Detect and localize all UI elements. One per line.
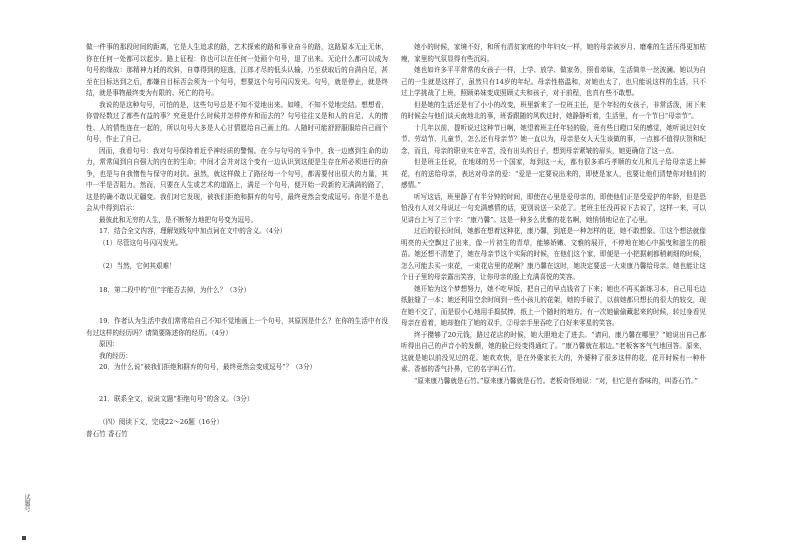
story-paragraph-8: 她开始为这个梦想努力，她不吃早饭，把自己的早点钱省了下来；她也不再买新练习本，自己用毛边纸脏缝了一本；她还利用空余时间到一些小孩儿的花架，她的手破了，以前她都只想长的很大的较交，现在她不交了，而是很小心地用手捣拭捧，纸上一个随时的地方。有一次她偷偷藏起来的时候，转过身看见母亲在看着，她却抱住了她的双手，②母亲手里吞吃了白好来零星的笑容。 — [401, 284, 706, 327]
story-paragraph-10: “原来康乃馨就是石竹。”原来康乃馨就是石竹。老板奇怪地说：“对，但它是有香味的，叫香石竹。” — [414, 376, 698, 385]
question-20: 20．为什么说“被我们拒绝和摒弃的句号，最终竟然会变成逗号”？（3分） — [99, 363, 317, 371]
answer-space — [86, 273, 388, 285]
right-column — [401, 42, 706, 387]
question-18: 18．第二段中的“但”字能否去掉，为什么？（3分） — [99, 285, 251, 294]
story-paragraph-7: 过后的很长时间，她都在想着这种花，康乃馨，到底是一种怎样的花，她不敢想象。①这个想法就像明亮的天空飘过了出来，像一片初生的青草，能够娇嫩、文雅的展开，不停地在她心中摇曳和滋生的根苗。她还想不清楚了，她在母亲节这个实际的时候，在他们这个家，即便是一小把据刺都稍刺细的时候，怎么可能去买一束花，一束花店里的花啊？康乃馨在这时，她决定要送一大束康乃馨给母亲。她也能让这个日子里的母亲露出笑容，让你母亲的脸上充满喜悦的笑容。 — [401, 227, 706, 281]
question-19-reason: 原因： — [99, 340, 119, 348]
question-21: 21．联系全文，说说文题“拒绝句号”的含义。（3分） — [99, 394, 254, 403]
question-17-1: （1）尽管这句号闪闪发光。 — [99, 238, 183, 247]
reading-paragraph-3: 因而，我看句号：我对句号保持着近乎神经质的警惕。在今与句号的斗争中，我一边感到生命的动力，常常闻到自自强大的内在的生命；中间才会并对这个变有一边认识到这便是生存在所必须进行的奋争，也是与自我惰性与保守的对抗。虽然，就这样做上了路径每一个句号，都需要付出很大的力量，其中一半是否阻力。然而，只要在人生或艺术的道路上，满足一个句号，便开始一段新的无满满的路了，这是的确不敢以无疆变。我们对它发现，被我们拒绝和摒弃的句号，最终竟然会变成逗号。你是不是也会从中得到启示： — [86, 146, 388, 212]
story-paragraph-1: 她小的时候，家境不好，和所有清贫家庭的中年妇女一样，她的母亲被岁月、磨难的生活压得更加枯瘦，家里的气氛显得有些沉闷。 — [401, 43, 706, 63]
left-column — [86, 42, 388, 440]
story-paragraph-6: 听写这话，班里静了有半分钟的时间，即使在心里是爱母亲的，即使他们正是受爱护的年龄，但是恐怕没有人对父母说过一句充满感情的话，更别说送一朵花了。老班主任没再说下去说了，这样一来，可以见讲台上写了三个字：“康乃馨”。这是一种多么优雅的花名啊，她悄悄地记在了心里。 — [401, 192, 706, 224]
story-paragraph-4: 十几年以前，提听说过这种节日啊，她望着班主任年轻的脸，竟有些目瞪口呆的感觉，她听说过妇女节、劳动节、儿童节，怎么还有母亲节？她一直以为，母亲是女人天生该做的事，一点都不值得庆贺和纪念，而且，母亲的职业实在辛苦，没有出头的日子，想到母亲紧皱的眉头，她更确信了这一点。 — [401, 123, 706, 155]
question-17: 17．结合全文内容，理解划线句中加点词在文中的含义。（4分） — [99, 227, 287, 235]
reading-paragraph-1: 做一件事的那段时间的距离，它是人生追求的路，艺术探索的路和事业奋斗的路，这路原本无止无休，你在任何一处都可以起步。路上征程：你也可以在任何一处画个句号，退了出来。无论什么都可以成为句号的缘故：那精神力耗的坎斜，自尊得到的迎逃，江郎才尽的低头认输，乃至获取后的自满自足，甚至在目标达到之后，都嫌自目标否会须为一个句号，想要这个句号闪闪发光。句号，就是停止，就是终结，就是事物最终变为有限的、死亡的符号。 — [86, 43, 388, 97]
answer-space — [86, 405, 388, 417]
reading-paragraph-4: 最彼此和无穷的人生，是不断努力地把句号变为逗号。 — [99, 215, 258, 224]
question-19: 19．作者认为生活中我们常常给自己不知不觉地画上一个句号，其原因是什么？在你的生活中有没有过这样的经历吗？请简要陈述你的经历。（4分） — [86, 317, 388, 337]
answer-space — [86, 374, 388, 394]
story-paragraph-9: 终于攒够了20元钱，路过花店的时候，她大胆地走了进去。“请问，康乃馨在哪里？”她说出自己都听得出自己的声音小的发颤，她的脸已经变得通红了。“康乃馨就在那边。”老板客客气气地回答。原来，这就是她以前没见过的花。她欢欢快，是在外婆家长大的，外婆种了很多这样的花，花开时候有一种朴素、香郁的香气扑鼻，它的名字叫石竹。 — [401, 330, 706, 373]
side-label: 试题号 — [23, 494, 30, 512]
story-paragraph-2: 她也如许多平平常常的女孩子一样，上学、放学、做家务，照看弟妹，生活简单一丝波澜。她以为自己的一生就是这样了，虽然只有14岁的年纪。母亲性格温和，对她也太了，也只能说这样的生活，只不过上学挑战了上班，照顾弟妹变成照顾丈夫和孩子，对于前程，也真有些不敢想。 — [401, 66, 706, 97]
corner-mark — [22, 536, 26, 540]
answer-space — [86, 296, 388, 316]
reading-paragraph-2: 我说的是这种句号，可怕的是，这些句号总是不知不觉地出来。如唯，不知不觉地完结。想想看，你曾经数过了都些有益的事？究竟是什么时候并怎样停弃和而去的？句号往往又是和人的自足、人的惰性、人的情性连在一起的，所以句号大多是人心甘情愿给自己画上的。人随时可能舒舒服服给自己画个句号，作止了自己。 — [86, 100, 388, 143]
question-17-2: （2）当然，它何其艰难！ — [99, 262, 176, 270]
passage-title: 普石竹 香石竹 — [86, 429, 128, 438]
section-four-heading: （四）阅读下文，完成22～26题（16分） — [99, 418, 224, 426]
question-19-experience: 我的经历： — [99, 351, 132, 360]
story-paragraph-3: 但是她的生活还是有了小小的改变，班里新来了一位班主任，是个年轻的女孩子，非常活泼，闲下来的时候会与他们谈天南地北的事，班香跟随的风吹过时，她静静听着，生活里，有一个节日“母亲节”。 — [401, 100, 706, 120]
story-paragraph-5: 但是班主任说，在地球的另一个国家，每到这一天，都有很多乖巧孝顺的女儿和儿子给母亲送上鲜花，有的送给母亲，表达对母亲的爱：“爱是一定要说出来的，即使是家人，也要让他们清楚你对他们的感情。” — [401, 158, 706, 189]
answer-space — [86, 249, 388, 261]
